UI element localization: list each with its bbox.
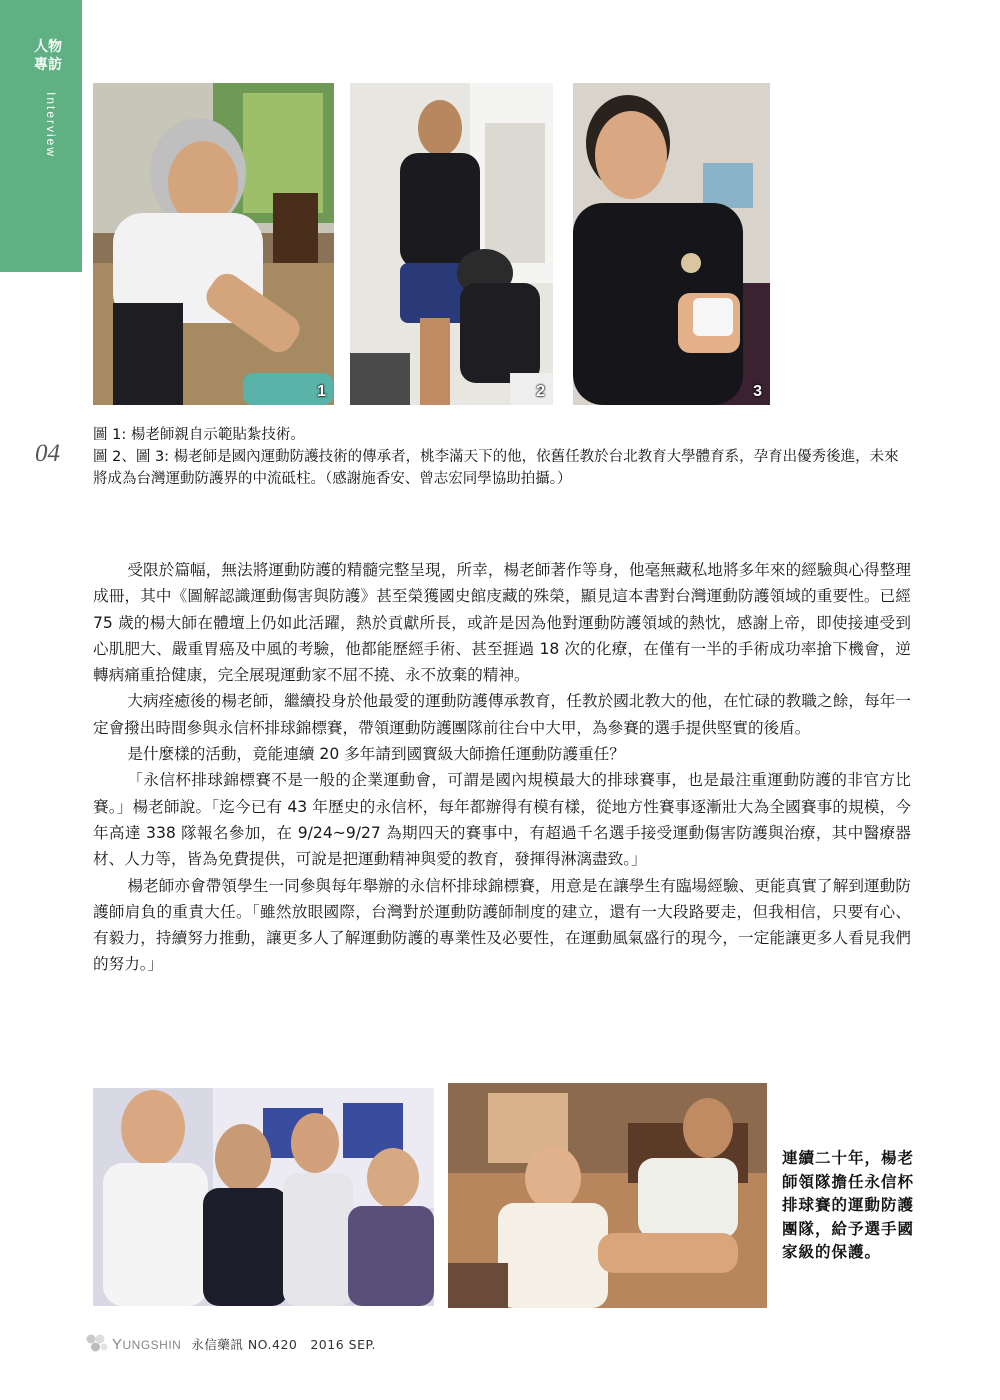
paragraph-4: 「永信杯排球錦標賽不是一般的企業運動會，可謂是國內規模最大的排球賽事，也是最注重運動防護的非官方比賽。」楊老師說。「迄今已有 43 年歷史的永信杯，每年都辦得有模有樣，從地方性賽事逐漸壯大為全國賽事的規模，今年高達 338 隊報名參加，在 9/24~9/27 為期四天的賽事中，有超過千名選手接受運動傷害防護與治療，其中醫療器材、人力等，皆為免費提供，可說是把運動精神與愛的教育，發揮得淋漓盡致。」 bbox=[93, 771, 911, 869]
photo-number-2: 2 bbox=[536, 383, 545, 400]
yungshin-logo-icon bbox=[84, 1333, 108, 1355]
caption-1: 圖 1: 楊老師親自示範貼紮技術。 bbox=[93, 427, 305, 443]
paragraph-5: 楊老師亦會帶領學生一同參與每年舉辦的永信杯排球錦標賽，用意是在讓學生有臨場經驗、更能真實了解到運動防護師肩負的重責大任。「雖然放眼國際，台灣對於運動防護師制度的建立，還有一大段路要走，但我相信，只要有心、有毅力，持續努力推動，讓更多人了解運動防護的專業性及必要性，在運動風氣盛行的現今，一定能讓更多人看見我們的努力。」 bbox=[93, 876, 911, 974]
photo-group bbox=[93, 1088, 434, 1306]
bottom-photo-caption: 連續二十年，楊老師領隊擔任永信杯排球賽的運動防護團隊，給予選手國家級的保護。 bbox=[782, 1149, 915, 1261]
section-label: 人物 專訪 bbox=[34, 39, 62, 73]
photo-taping-demo bbox=[93, 83, 334, 405]
section-label-en: Interview bbox=[44, 92, 58, 159]
caption-2: 圖 2、圖 3: 楊老師是國內運動防護技術的傳承者，桃李滿天下的他，依舊任教於台北教育大學體育系，孕育出優秀後進，未來將成為台灣運動防護界的中流砥柱。（感謝施香安、曾志宏同學協助拍攝。） bbox=[93, 449, 899, 487]
photo-captions bbox=[93, 424, 911, 490]
article-body bbox=[93, 557, 911, 978]
paragraph-3: 是什麼樣的活動，竟能連續 20 多年請到國寶級大師擔任運動防護重任？ bbox=[127, 745, 625, 764]
paragraph-1: 受限於篇幅，無法將運動防護的精髓完整呈現，所幸，楊老師著作等身，他毫無藏私地將多年來的經驗與心得整理成冊，其中《圖解認識運動傷害與防護》甚至榮獲國史館庋藏的殊榮，顯見這本書對台灣運動防護領域的重要性。已經 75 歲的楊大師在體壇上仍如此活躍，熱於貢獻所長，或許是因為他對運動防護領域的熱忱，感謝上帝，即使接連受到心肌肥大、嚴重胃癌及中風的考驗，他都能歷經手術、甚至捱過 18 次的化療，在僅有一半的手術成功率搶下機會，逆轉病痛重拾健康，完全展現運動家不屈不撓、永不放棄的精神。 bbox=[93, 561, 911, 685]
photo-vintage-taping bbox=[448, 1083, 767, 1308]
photo-student-portrait bbox=[573, 83, 770, 405]
issue-info: 永信藥訊 NO.420 2016 SEP. bbox=[191, 1337, 377, 1352]
brand-name: YUNGSHIN bbox=[112, 1335, 182, 1353]
photo-student-taping bbox=[350, 83, 553, 405]
photo-number-3: 3 bbox=[753, 383, 762, 400]
photo-number-1: 1 bbox=[317, 383, 326, 400]
footer bbox=[84, 1331, 376, 1357]
page-number: 04 bbox=[35, 440, 60, 467]
section-tab bbox=[0, 0, 82, 272]
paragraph-2: 大病痊癒後的楊老師，繼續投身於他最愛的運動防護傳承教育，任教於國北教大的他，在忙碌的教職之餘，每年一定會撥出時間參與永信杯排球錦標賽，帶領運動防護團隊前往台中大甲，為參賽的選手提供堅實的後盾。 bbox=[93, 692, 911, 737]
